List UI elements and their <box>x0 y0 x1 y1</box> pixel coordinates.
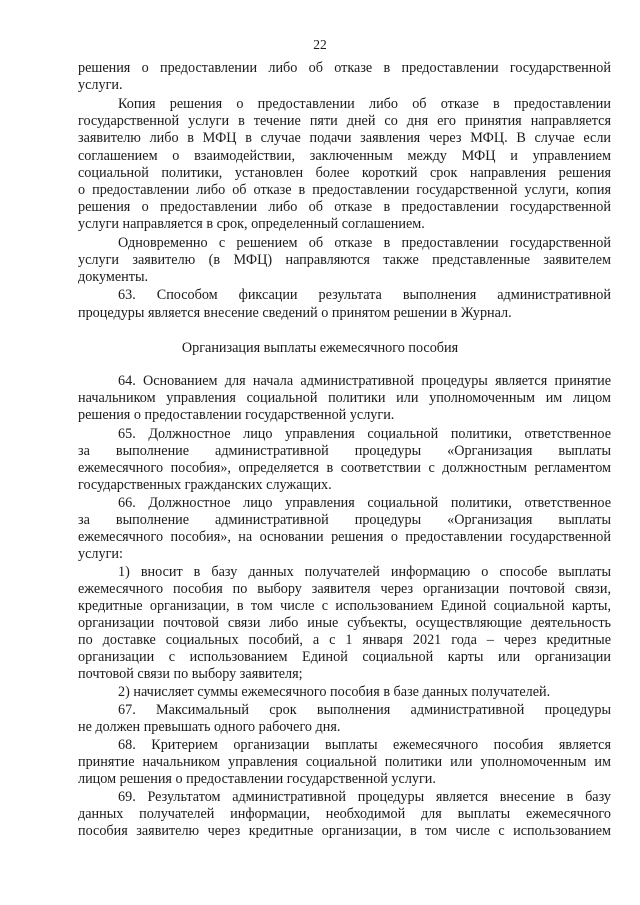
text-line: заявителю либо в МФЦ в случае подачи заявления через МФЦ. В случае если <box>78 130 611 146</box>
text-line: 63. Способом фиксации результата выполнения административной <box>118 287 611 303</box>
text-line: 1) вносит в базу данных получателей информацию о способе выплаты <box>118 564 611 580</box>
text-line: соглашением о взаимодействии, заключенным между МФЦ и управлением <box>78 148 611 164</box>
text-line: по доставке социальных пособий, а с 1 января 2021 года – через кредитные <box>78 632 611 648</box>
text-line: услуги направляется в срок, определенный соглашением. <box>78 216 425 232</box>
text-line: 66. Должностное лицо управления социальной политики, ответственное <box>118 495 611 511</box>
text-line: ежемесячного пособия по выбору заявителя через организации почтовой связи, <box>78 581 611 597</box>
text-line: услуги. <box>78 77 123 93</box>
text-line: кредитные организации, в том числе с использованием Единой социальной карты, <box>78 598 611 614</box>
text-line: Копия решения о предоставлении либо об отказе в предоставлении <box>118 96 611 112</box>
text-line: 2) начисляет суммы ежемесячного пособия в базе данных получателей. <box>118 684 551 700</box>
text-line: 68. Критерием организации выплаты ежемесячного пособия является <box>118 737 611 753</box>
text-line: о предоставлении либо об отказе в предоставлении государственной услуги, копия <box>78 182 611 198</box>
page-number: 22 <box>313 37 327 52</box>
text-line: лицом решения о предоставлении государственной услуги. <box>78 771 436 787</box>
text-line: государственной услуги в течение пяти дней со дня его принятия направляется <box>78 113 611 129</box>
text-line: за выполнение административной процедуры «Организация выплаты <box>78 512 611 528</box>
text-line: 67. Максимальный срок выполнения административной процедуры <box>118 702 611 718</box>
text-line: государственных гражданских служащих. <box>78 477 332 493</box>
text-line: почтовой связи по выбору заявителя; <box>78 666 303 682</box>
text-line: данных получателей информации, необходимой для выплаты ежемесячного <box>78 806 611 822</box>
text-line: решения о предоставлении государственной услуги. <box>78 407 395 423</box>
text-line: услуги заявителю (в МФЦ) направляются также представленные заявителем <box>78 252 611 268</box>
text-line: ежемесячного пособия», на основании решения о предоставлении государственной <box>78 529 611 545</box>
text-line: организации почтовой связи либо иные субъекты, осуществляющие деятельность <box>78 615 611 631</box>
text-line: не должен превышать одного рабочего дня. <box>78 719 341 735</box>
text-line: решения о предоставлении либо об отказе в предоставлении государственной <box>78 199 611 215</box>
text-line: услуги: <box>78 546 123 562</box>
text-line: решения о предоставлении либо об отказе в предоставлении государственной <box>78 60 611 76</box>
text-line: 69. Результатом административной процедуры является внесение в базу <box>118 789 611 805</box>
text-line: 64. Основанием для начала административной процедуры является принятие <box>118 373 611 389</box>
text-line: процедуры является внесение сведений о принятом решении в Журнал. <box>78 305 512 321</box>
text-line: принятие начальником управления социальной политики или уполномоченным им <box>78 754 611 770</box>
text-line: социальной политики, установлен более короткий срок направления решения <box>78 165 611 181</box>
text-line: организации с использованием Единой социальной карты или организации <box>78 649 611 665</box>
text-line: пособия заявителю через кредитные организации, в том числе с использованием <box>78 823 611 839</box>
section-heading: Организация выплаты ежемесячного пособия <box>181 340 459 356</box>
text-line: 65. Должностное лицо управления социальной политики, ответственное <box>118 426 611 442</box>
text-line: документы. <box>78 269 149 285</box>
text-line: начальником управления социальной политики или уполномоченным им лицом <box>78 390 611 406</box>
text-line: Одновременно с решением об отказе в предоставлении государственной <box>118 235 611 251</box>
text-line: за выполнение административной процедуры «Организация выплаты <box>78 443 611 459</box>
text-line: ежемесячного пособия», определяется в соответствии с должностным регламентом <box>78 460 611 476</box>
